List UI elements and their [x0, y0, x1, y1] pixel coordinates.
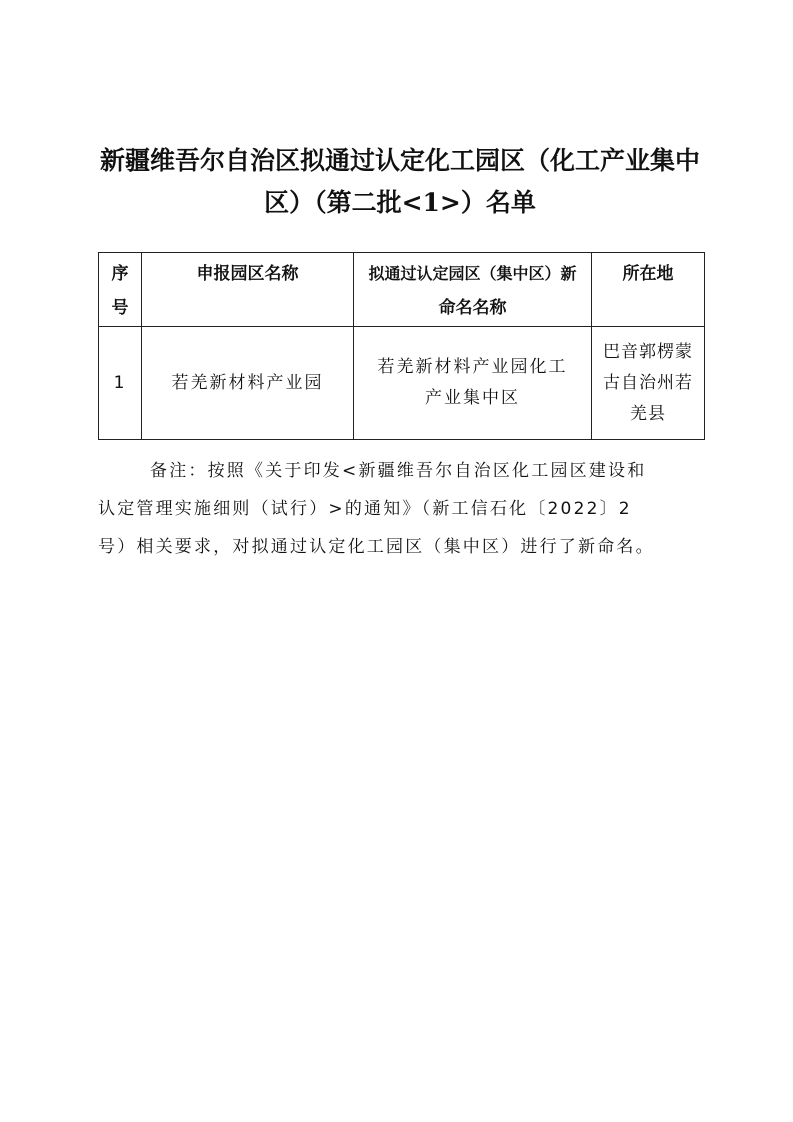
- note-line-2: 认定管理实施细则（试行）>的通知》（新工信石化〔2022〕2: [98, 499, 632, 519]
- park-list-table: [98, 252, 705, 440]
- note-line-3: 号）相关要求，对拟通过认定化工园区（集中区）进行了新命名。: [98, 537, 655, 557]
- title-line-2: 区）（第二批<1>）名单: [264, 188, 536, 217]
- header-location-text: 所在地: [622, 264, 674, 284]
- cell-new-name: [354, 327, 592, 440]
- header-applied-name-text: 申报园区名称: [196, 264, 299, 284]
- remarks-note: [98, 452, 708, 566]
- row-location-line-3: 羌县: [630, 403, 666, 424]
- row-location-line-1: 巴音郭楞蒙: [603, 341, 693, 362]
- cell-applied-name: [142, 327, 354, 440]
- row-new-name-line-2: 产业集中区: [425, 388, 520, 408]
- header-new-name-line-2: 命名名称: [438, 298, 507, 318]
- row-applied-name-text: 若羌新材料产业园: [171, 372, 324, 393]
- header-applied-name: [142, 253, 354, 327]
- table-header-row: [99, 253, 705, 327]
- cell-location: [592, 327, 705, 440]
- header-seq-line-1: 序: [111, 264, 129, 284]
- note-line-1: 备注：按照《关于印发<新疆维吾尔自治区化工园区建设和: [150, 461, 647, 481]
- document-title: [100, 140, 700, 224]
- row-new-name-line-1: 若羌新材料产业园化工: [377, 357, 568, 377]
- header-seq: [99, 253, 142, 327]
- row-location-line-2: 古自治州若: [603, 372, 693, 393]
- header-new-name-line-1: 拟通过认定园区（集中区）新: [368, 264, 577, 283]
- cell-seq: [99, 327, 142, 440]
- title-line-1: 新疆维吾尔自治区拟通过认定化工园区（化工产业集中: [100, 146, 701, 175]
- table-row: [99, 327, 705, 440]
- header-location: [592, 253, 705, 327]
- row-seq-text: 1: [113, 372, 127, 393]
- header-new-name: [354, 253, 592, 327]
- header-seq-line-2: 号: [111, 298, 129, 318]
